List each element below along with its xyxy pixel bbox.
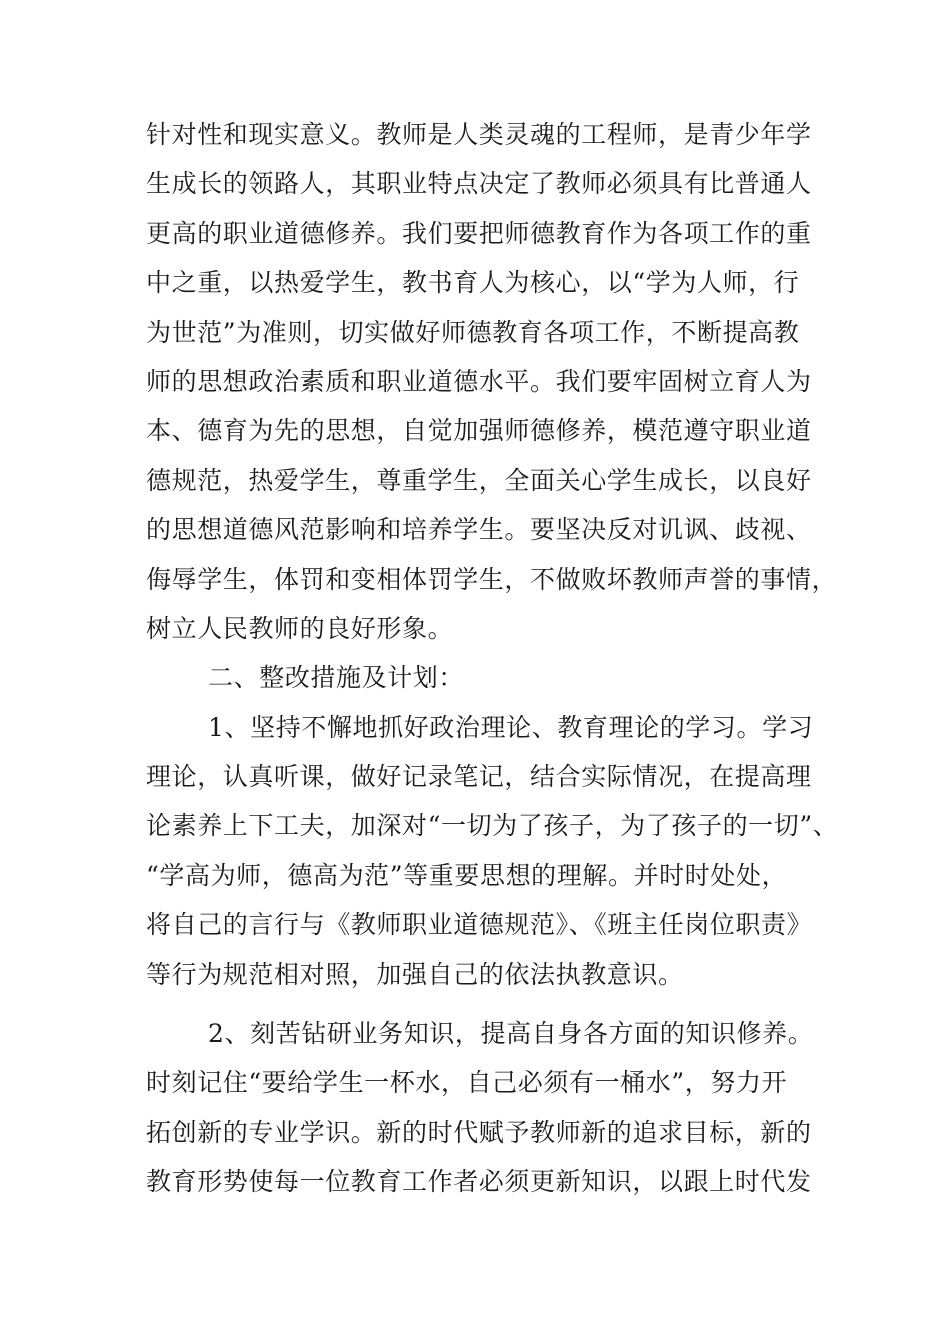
text-line: 本、德育为先的思想，自觉加强师德修养，模范遵守职业道: [146, 416, 812, 446]
text-line: 将自己的言行与《教师职业道德规范》、《班主任岗位职责》: [146, 910, 813, 940]
text-line: 德规范，热爱学生，尊重学生，全面关心学生成长，以良好: [146, 465, 812, 495]
text-line: 时刻记住“要给学生一杯水，自己必须有一桶水”，努力开: [146, 1068, 788, 1098]
text-line: 师的思想政治素质和职业道德水平。我们要牢固树立育人为: [146, 366, 812, 396]
text-line: 论素养上下工夫，加深对“一切为了孩子，为了孩子的一切”、: [146, 811, 839, 841]
text-line: 等行为规范相对照，加强自己的依法执教意识。: [146, 959, 684, 989]
text-line: 生成长的领路人，其职业特点决定了教师必须具有比普通人: [146, 169, 812, 199]
text-line: 中之重，以热爱学生，教书育人为核心，以“学为人师，行: [146, 268, 800, 298]
document-body: [146, 110, 839, 1207]
text-line: 教育形势使每一位教育工作者必须更新知识，以跟上时代发: [146, 1167, 812, 1197]
section-heading: 二、整改措施及计划：: [208, 663, 465, 693]
text-line: 针对性和现实意义。教师是人类灵魂的工程师，是青少年学: [146, 120, 812, 149]
text-line: 1、坚持不懈地抓好政治理论、教育理论的学习。学习: [208, 712, 814, 742]
text-line: “学高为师，德高为范”等重要思想的理解。并时时处处，: [146, 860, 788, 890]
text-line: 拓创新的专业学识。新的时代赋予教师新的追求目标，新的: [146, 1117, 812, 1147]
text-line: 的思想道德风范影响和培养学生。要坚决反对讥讽、歧视、: [146, 515, 812, 545]
text-line: 侮辱学生，体罚和变相体罚学生，不做败坏教师声誉的事情，: [146, 564, 838, 594]
text-line: 理论，认真听课，做好记录笔记，结合实际情况，在提高理: [146, 762, 812, 792]
text-line: 2、刻苦钻研业务知识，提高自身各方面的知识修养。: [208, 1019, 814, 1049]
text-line: 树立人民教师的良好形象。: [146, 613, 454, 643]
text-line: 为世范”为准则，切实做好师德教育各项工作，不断提高教: [146, 317, 800, 347]
text-line: 更高的职业道德修养。我们要把师德教育作为各项工作的重: [146, 218, 812, 248]
